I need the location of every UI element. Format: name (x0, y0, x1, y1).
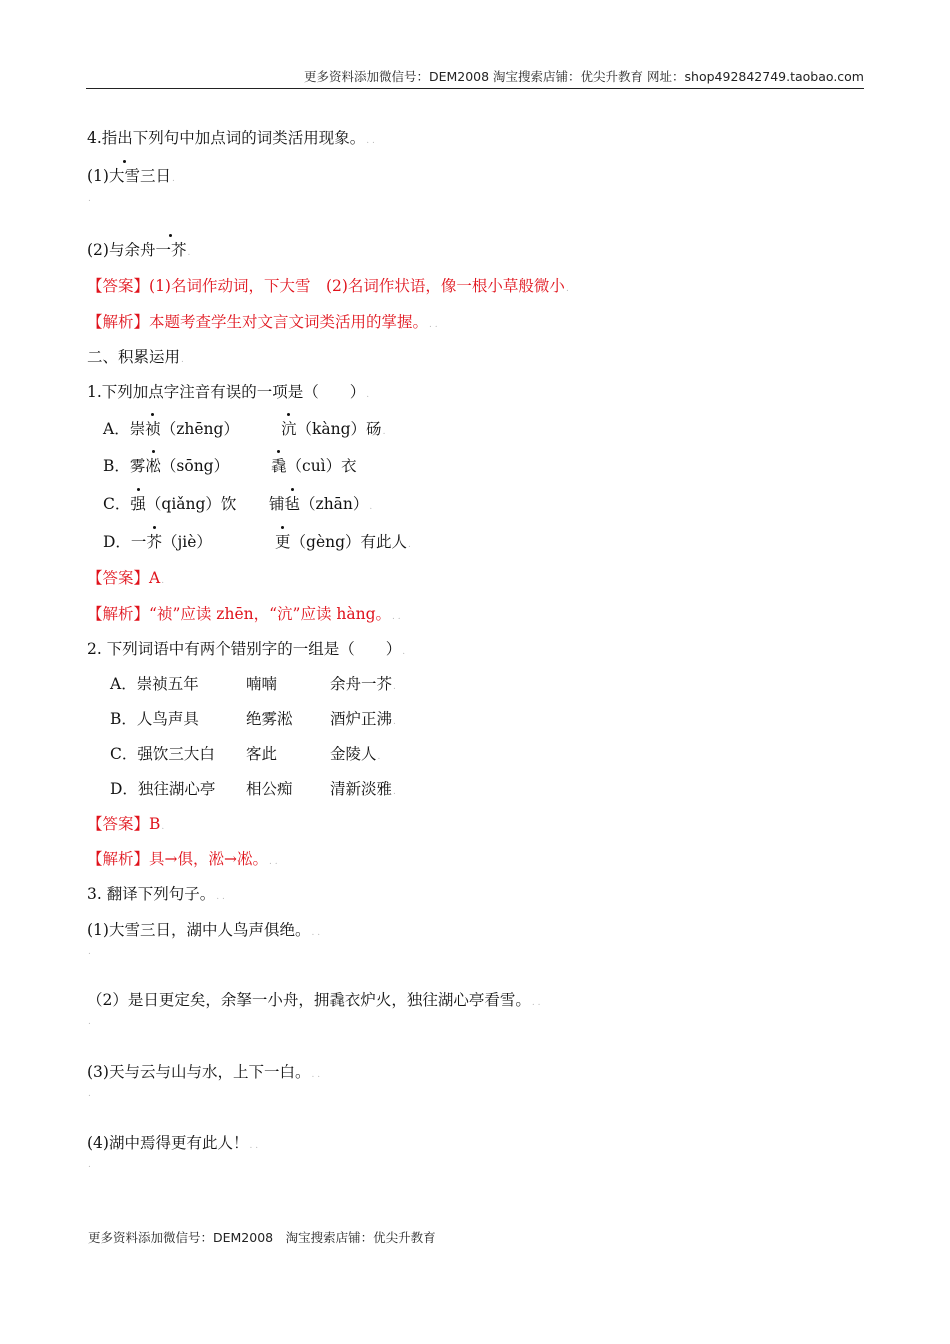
q4-answer: 【答案】(1)名词作动词，下大雪 (2)名词作状语，像一根小草般微小. (87, 277, 569, 295)
q1-option-c: C．强（qiǎng）饮 (103, 495, 237, 513)
q3-sentence-4: (4)湖中焉得更有此人！. . (87, 1134, 259, 1152)
q2-answer: 【答案】B. (87, 815, 165, 833)
q1-title: 1.下列加点字注音有误的一项是（ ）. (87, 383, 370, 401)
q1-option-c-2: 铺毡（zhān）. (269, 495, 373, 513)
q3-sentence-2: （2）是日更定矣，余拏一小舟，拥毳衣炉火，独往湖心亭看雪。. . (87, 991, 541, 1009)
dotted-word: 大雪 (108, 167, 140, 185)
q4-title: 4.指出下列句中加点词的词类活用现象。. . (87, 129, 375, 147)
dotted-word: 一芥 (155, 241, 187, 259)
q2-row-a-col1: A．崇祯五年 (110, 675, 199, 693)
q2-row-d-col1: D．独往湖心亭 (110, 780, 216, 798)
q3-sentence-1: (1)大雪三日，湖中人鸟声俱绝。. . (87, 921, 321, 939)
q1-option-a: A．崇祯（zhēng） (103, 420, 239, 438)
q3-sentence-3: (3)天与云与山与水，上下一白。. . (87, 1063, 321, 1081)
q1-analysis: 【解析】“祯”应读 zhēn，“沆”应读 hàng。. . (87, 605, 401, 623)
q1-option-a-2: 沆（kàng）砀. (281, 420, 386, 438)
q3-title: 3. 翻译下列句子。. . (87, 885, 225, 903)
q2-row-c-col1: C．强饮三大白 (110, 745, 215, 763)
q2-row-d-col3: 清新淡雅. (330, 780, 396, 798)
q4-sentence-2: (2)与余舟一芥. (87, 241, 191, 259)
q2-row-b-col3: 酒炉正沸. (330, 710, 396, 728)
q2-row-b-col2: 绝雾淞 (246, 710, 293, 728)
q1-option-d-2: 更（gèng）有此人. (275, 533, 411, 551)
q2-row-c-col2: 客此 (246, 745, 278, 763)
q2-row-a-col2: 喃喃 (246, 675, 278, 693)
page-header: 更多资料添加微信号：DEM2008 淘宝搜索店铺：优尖升教育 网址：shop492842749.taobao.com (86, 68, 864, 89)
q2-row-d-col2: 相公痴 (246, 780, 293, 798)
q4-sentence-1: (1)大雪三日. (87, 167, 175, 185)
q2-row-b-col1: B．人鸟声具 (110, 710, 199, 728)
q2-row-a-col3: 余舟一芥. (330, 675, 396, 693)
section-2-title: 二、积累运用. (87, 348, 184, 366)
q2-row-c-col3: 金陵人. (330, 745, 381, 763)
page-footer: 更多资料添加微信号：DEM2008 淘宝搜索店铺：优尖升教育 (88, 1230, 436, 1245)
q1-option-b-2: 毳（cuì）衣 (271, 457, 357, 475)
q2-analysis: 【解析】具→俱，淞→凇。. . (87, 850, 278, 868)
q2-title: 2. 下列词语中有两个错别字的一组是（ ）. (87, 640, 406, 658)
q4-analysis: 【解析】本题考查学生对文言文词类活用的掌握。. . (87, 313, 438, 331)
q1-answer: 【答案】A. (87, 569, 165, 587)
q1-option-b: B．雾凇（sōng） (103, 457, 230, 475)
q1-option-d: D．一芥（jiè） (103, 533, 212, 551)
